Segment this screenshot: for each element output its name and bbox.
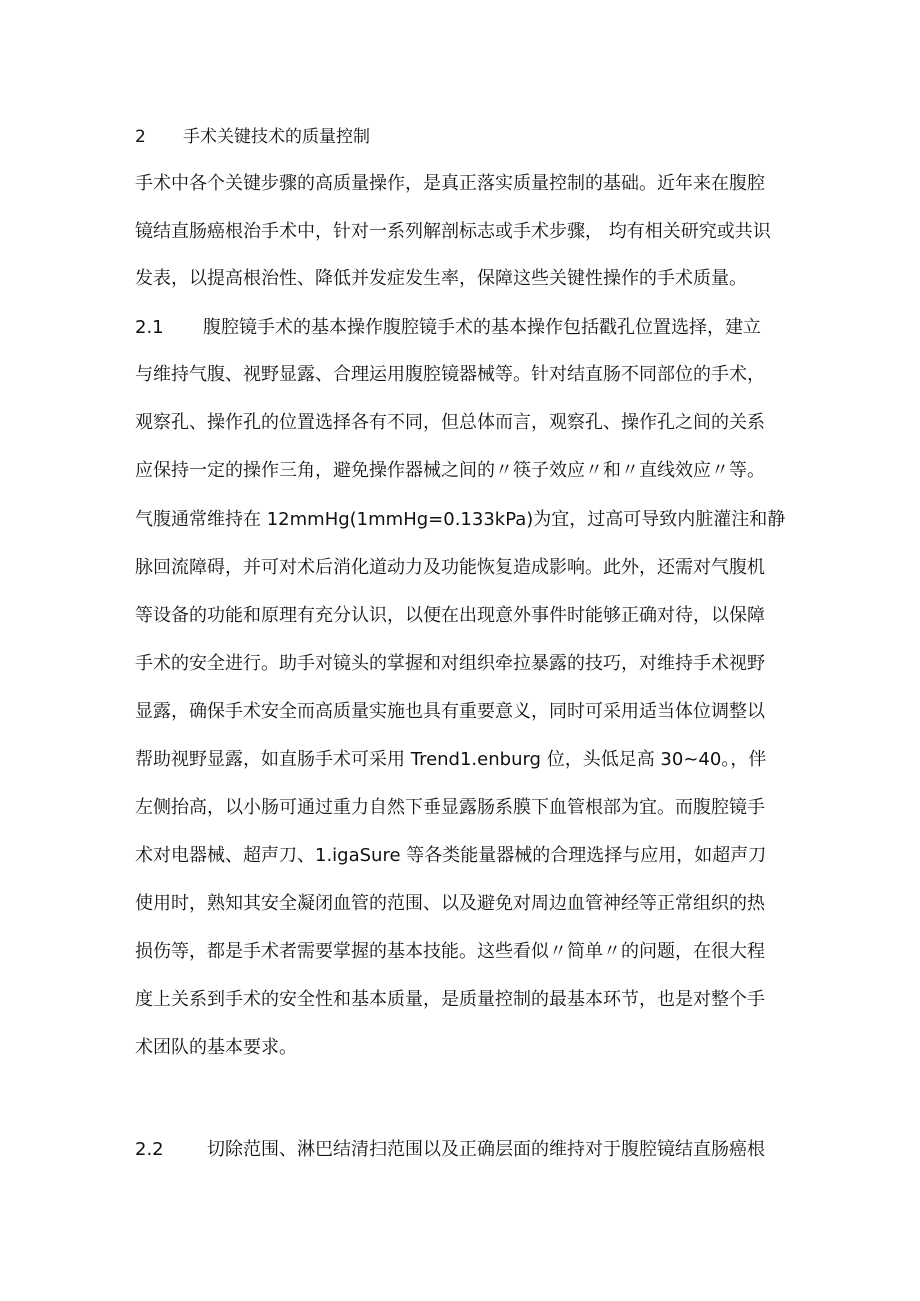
- paragraph-line: 术对电器械、超声刀、1.igaSure 等各类能量器械的合理选择与应用，如超声刀: [135, 845, 767, 866]
- paragraph-line: 损伤等，都是手术者需要掌握的基本技能。这些看似〃简单〃的问题，在很大程: [135, 941, 765, 962]
- paragraph-line: 与维持气腹、视野显露、合理运用腹腔镜器械等。针对结直肠不同部位的手术，: [135, 364, 765, 385]
- paragraph-line: 观察孔、操作孔的位置选择各有不同，但总体而言，观察孔、操作孔之间的关系: [135, 412, 765, 433]
- intro-line: 手术中各个关键步骤的高质量操作，是真正落实质量控制的基础。近年来在腹腔: [135, 173, 765, 194]
- paragraph-line: 左侧抬高，以小肠可通过重力自然下垂显露肠系膜下血管根部为宜。而腹腔镜手: [135, 797, 765, 818]
- section-2-2-first-line: [135, 1137, 765, 1163]
- paragraph-line: 脉回流障碍，并可对术后消化道动力及功能恢复造成影响。此外，还需对气腹机: [135, 557, 765, 578]
- paragraph-line: 手术的安全进行。助手对镜头的掌握和对组织牵拉暴露的技巧，对维持手术视野: [135, 653, 765, 674]
- paragraph-line: 显露，确保手术安全而高质量实施也具有重要意义，同时可采用适当体位调整以: [135, 701, 765, 722]
- section-2-number: 2: [135, 127, 146, 147]
- section-2-1-number: 2.1: [135, 317, 164, 338]
- section-2-heading: [135, 124, 370, 150]
- paragraph-line: 度上关系到手术的安全性和基本质量，是质量控制的最基本环节，也是对整个手: [135, 989, 765, 1010]
- section-2-title: 手术关键技术的质量控制: [183, 127, 370, 147]
- section-2-2-number: 2.2: [135, 1139, 164, 1160]
- paragraph-line: 等设备的功能和原理有充分认识，以便在出现意外事件时能够正确对待，以保障: [135, 605, 765, 626]
- intro-line: 发表，以提高根治性、降低并发症发生率，保障这些关键性操作的手术质量。: [135, 268, 747, 289]
- paragraph-line: 帮助视野显露，如直肠手术可采用 Trend1.enburg 位，头低足高 30~40。，伴: [135, 749, 767, 770]
- intro-line: 镜结直肠癌根治手术中，针对一系列解剖标志或手术步骤， 均有相关研究或共识: [135, 221, 771, 242]
- paragraph-line: 气腹通常维持在 12mmHg(1mmHg=0.133kPa)为宜，过高可导致内脏灌注和静: [135, 509, 786, 530]
- section-2-1-first-line: [135, 315, 761, 341]
- paragraph-line: 应保持一定的操作三角，避免操作器械之间的〃筷子效应〃和〃直线效应〃等。: [135, 460, 765, 481]
- paragraph-line: 术团队的基本要求。: [135, 1037, 297, 1058]
- paragraph-line: 使用时，熟知其安全凝闭血管的范围、以及避免对周边血管神经等正常组织的热: [135, 893, 765, 914]
- section-2-2-text: 切除范围、淋巴结清扫范围以及正确层面的维持对于腹腔镜结直肠癌根: [207, 1139, 765, 1160]
- section-2-1-text: 腹腔镜手术的基本操作腹腔镜手术的基本操作包括戳孔位置选择，建立: [203, 317, 761, 338]
